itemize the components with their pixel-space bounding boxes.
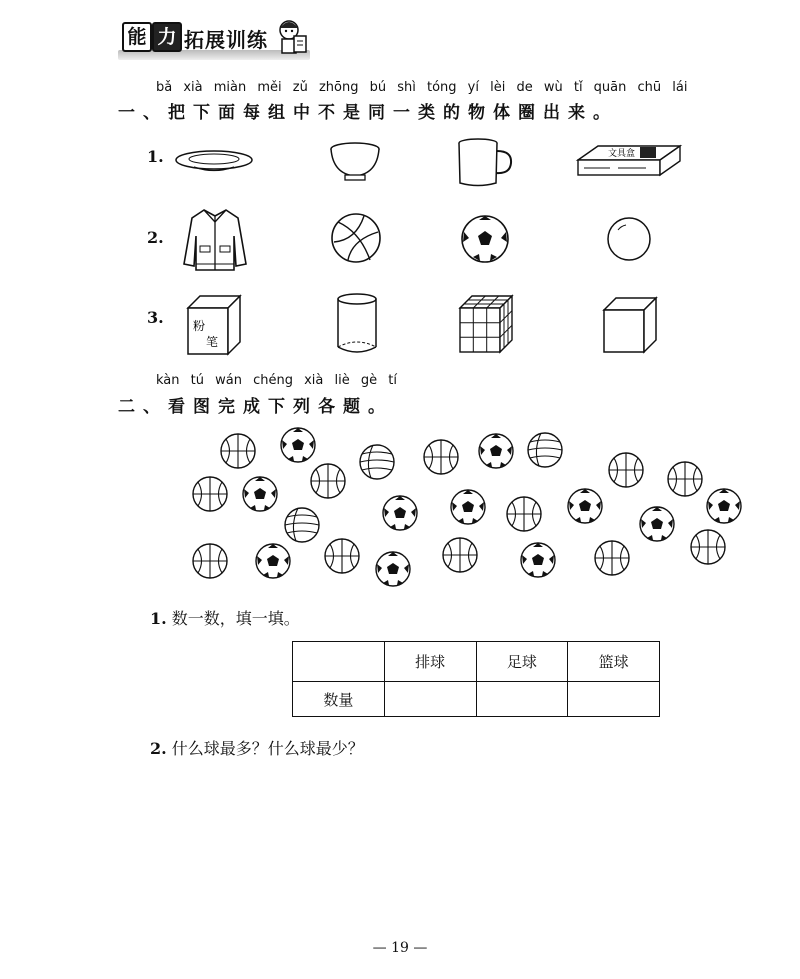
question-1 [150,606,300,629]
table-header-volleyball: 排球 [384,642,476,682]
basketball-icon [609,453,643,487]
pencil-box-label: 文具盒 [608,149,636,159]
count-table [292,641,660,717]
basketball-icon [668,462,702,496]
soccer-ball-icon [568,489,602,523]
section2-heading: 二、看图完成下列各题。 [118,397,393,417]
soccer-ball-icon [281,428,315,462]
chalk-label-2: 笔 [206,335,219,349]
question-2 [150,736,364,759]
table-header-empty [293,642,385,682]
basketball-icon [424,440,458,474]
question-1-number: 1. [150,609,167,628]
banner-box-1: 能 [122,22,152,52]
page-number: — 19 — [372,940,428,956]
row1-number: 1. [147,147,164,166]
basketball-icon [221,434,255,468]
table-header-row [293,642,660,682]
row3-number: 3. [147,308,164,327]
question-2-number: 2. [150,739,167,758]
basketball-icon [325,539,359,573]
question-1-text: 数一数，填一填。 [171,609,300,628]
soccer-count-cell[interactable] [476,682,568,717]
soccer-ball-icon [451,490,485,524]
soccer-ball-icon [256,544,290,578]
banner-box-2: 力 [152,22,182,52]
basketball-icon [507,497,541,531]
soccer-ball-icon [640,507,674,541]
question-2-text: 什么球最多？什么球最少？ [171,739,364,758]
soccer-ball-icon [243,477,277,511]
table-header-basketball: 篮球 [568,642,660,682]
basketball-icon [691,530,725,564]
row2-number: 2. [147,228,164,247]
table-row [293,682,660,717]
banner-title: 拓展训练 [184,28,268,52]
basketball-count-cell[interactable] [568,682,660,717]
basketball-icon [595,541,629,575]
soccer-ball-icon [376,552,410,586]
volleyball-icon [285,508,319,542]
table-header-soccer: 足球 [476,642,568,682]
volleyball-icon [360,445,394,479]
volleyball-icon [528,433,562,467]
soccer-ball-icon [707,489,741,523]
chalk-label-1: 粉 [193,319,206,333]
section2-pinyin: kàn tú wán chéng xià liè gè tí [156,373,397,388]
soccer-ball-icon [521,543,555,577]
basketball-icon [443,538,477,572]
basketball-icon [193,477,227,511]
section1-pinyin: bǎ xià miàn měi zǔ zhōng bú shì tóng yí lèi de wù tǐ quān chū lái [156,80,688,95]
soccer-ball-icon [383,496,417,530]
section1-heading: 一、把下面每组中不是同一类的物体圈出来。 [118,103,618,123]
basketball-icon [311,464,345,498]
table-row-label: 数量 [293,682,385,717]
basketball-icon [193,544,227,578]
volleyball-count-cell[interactable] [384,682,476,717]
soccer-ball-icon [479,434,513,468]
